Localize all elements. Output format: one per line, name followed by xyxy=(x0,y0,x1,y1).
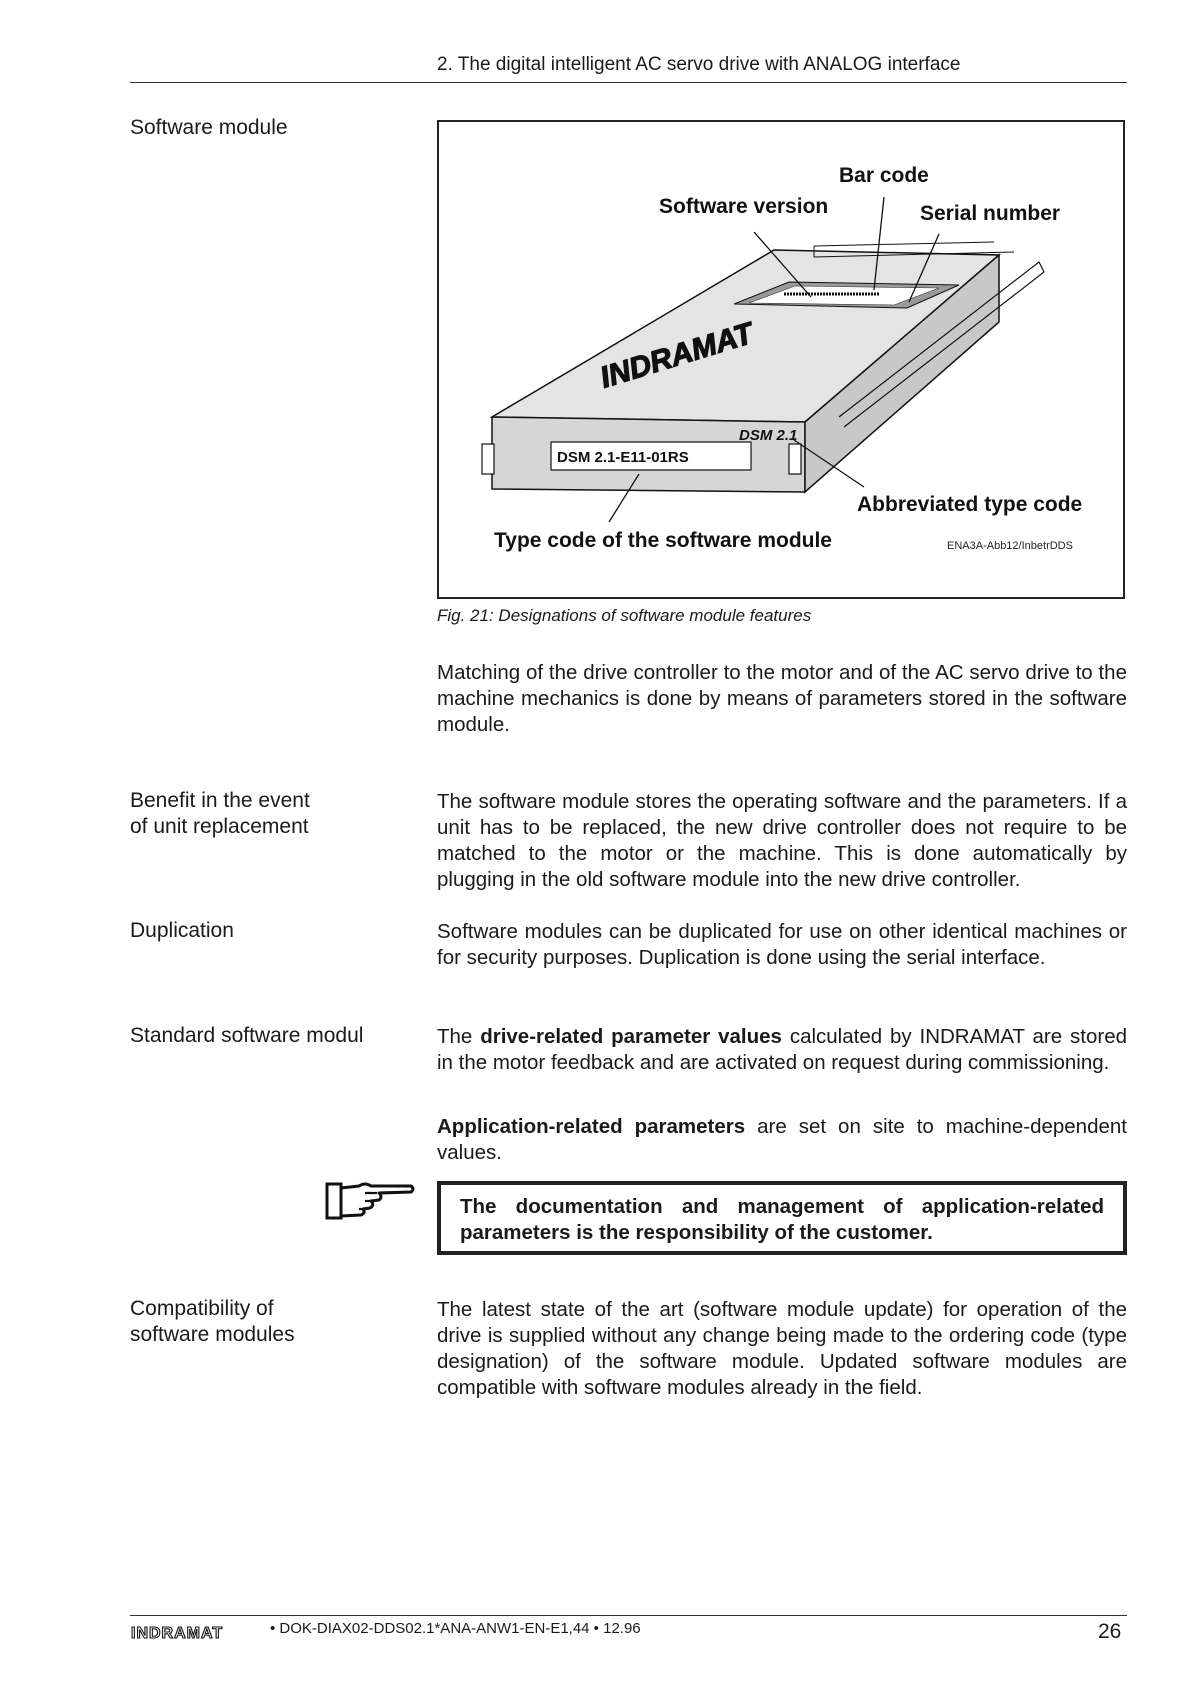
software-module-diagram xyxy=(439,122,1123,597)
figure-caption: Fig. 21: Designations of software module features xyxy=(437,606,812,625)
side-label-compatibility xyxy=(130,1296,420,1348)
benefit-paragraph: The software module stores the operating software and the parameters. If a unit has to be replaced, the new drive controller does not require to be matched to the motor or the machine. This is done automatically by plugging in the old software module into the new drive controller. xyxy=(437,790,1127,891)
software-version-label: Software version xyxy=(659,195,829,218)
standard-p1-bold: drive-related parameter values xyxy=(480,1025,782,1048)
footer-logo xyxy=(130,1624,262,1645)
side-label-compat-line2: software modules xyxy=(130,1323,295,1346)
footer-rule xyxy=(130,1615,1127,1616)
side-label-duplication: Duplication xyxy=(130,919,234,942)
standard-paragraph-1 xyxy=(437,1024,1127,1076)
pointing-hand-icon xyxy=(325,1178,415,1229)
type-code-text: DSM 2.1-E11-01RS xyxy=(557,449,689,466)
page-header-title: 2. The digital intelligent AC servo drive with ANALOG interface xyxy=(437,54,961,75)
bar-code-label: Bar code xyxy=(839,164,929,187)
software-module-paragraph: Matching of the drive controller to the motor and of the AC servo drive to the machine mechanics is done by means of parameters stored in the software module. xyxy=(437,661,1127,736)
footer-logo-text: INDRAMAT xyxy=(131,1625,224,1640)
abbreviated-type-code-label: Abbreviated type code xyxy=(857,493,1083,516)
side-label-benefit-line1: Benefit in the event xyxy=(130,789,310,812)
figure-reference: ENA3A-Abb12/InbetrDDS xyxy=(947,540,1073,552)
standard-p2-bold: Application-related parameters xyxy=(437,1115,746,1138)
footer-doc-ref: • DOK-DIAX02-DDS02.1*ANA-ANW1-EN-E1,44 • 12.96 xyxy=(270,1620,641,1637)
type-code-label: Type code of the software module xyxy=(494,529,832,552)
page-number: 26 xyxy=(1098,1620,1122,1643)
header-rule xyxy=(130,82,1127,83)
side-label-standard: Standard software modul xyxy=(130,1024,364,1047)
right-clip xyxy=(789,444,801,474)
duplication-paragraph: Software modules can be duplicated for use on other identical machines or for security purposes. Duplication is done using the serial interface. xyxy=(437,920,1127,969)
standard-p2-post: are set on site to machine-dependent values. xyxy=(437,1115,1127,1164)
standard-p1-post: calculated by INDRAMAT are stored in the motor feedback and are activated on request during commissioning. xyxy=(437,1025,1127,1074)
side-label-compat-line1: Compatibility of xyxy=(130,1297,274,1320)
standard-paragraph-2 xyxy=(437,1114,1127,1166)
side-label-benefit-line2: of unit replacement xyxy=(130,815,309,838)
note-box xyxy=(437,1181,1127,1255)
side-label-software-module: Software module xyxy=(130,116,288,139)
short-type-code-text: DSM 2.1 xyxy=(739,427,798,444)
note-text: The documentation and management of application-related parameters is the responsibility of the customer. xyxy=(460,1195,1104,1244)
standard-p1-pre: The xyxy=(437,1025,481,1048)
figure-software-module xyxy=(437,120,1125,599)
side-label-benefit xyxy=(130,788,420,840)
svg-text:INDRAMAT: INDRAMAT xyxy=(596,317,757,395)
left-clip xyxy=(482,444,494,474)
compatibility-paragraph: The latest state of the art (software module update) for operation of the drive is supplied without any change being made to the ordering code (type designation) of the software module. Updated software modules are compatible with software modules already in the field. xyxy=(437,1298,1127,1399)
serial-number-label: Serial number xyxy=(920,202,1061,225)
